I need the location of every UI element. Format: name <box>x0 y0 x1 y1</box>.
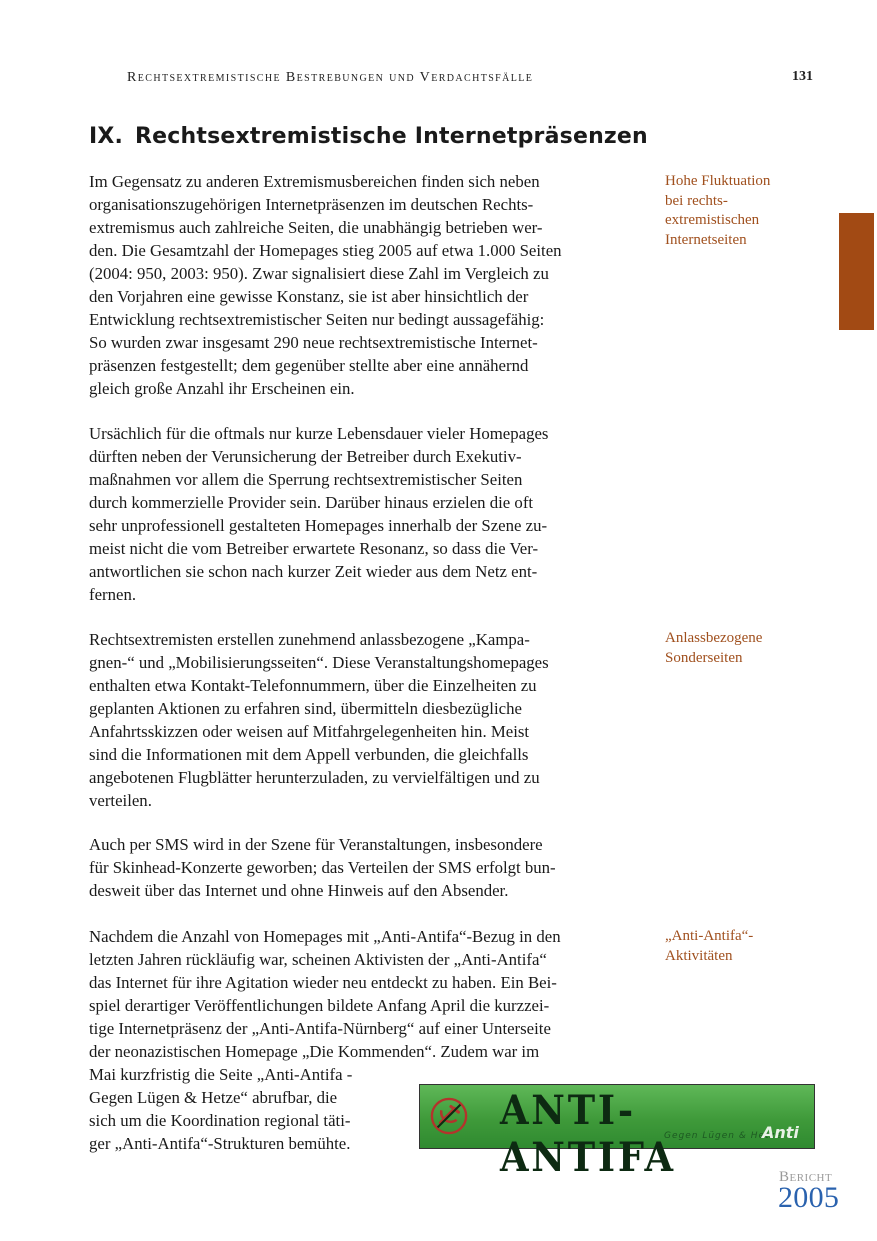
text-line: der neonazistischen Homepage „Die Kommenden“. Zudem war im <box>89 1042 540 1061</box>
text-line: maßnahmen vor allem die Sperrung rechtsextremistischer Seiten <box>89 470 523 489</box>
footer-report-label: Bericht <box>779 1169 833 1185</box>
paragraph-sms <box>89 833 644 902</box>
text-line: Rechtsextremisten erstellen zunehmend anlassbezogene „Kampa- <box>89 630 530 649</box>
note-line: Sonderseiten <box>665 649 743 666</box>
margin-note-anti-antifa <box>665 927 835 966</box>
text-line: für Skinhead-Konzerte geworben; das Verteilen der SMS erfolgt bun- <box>89 858 556 877</box>
footer-report-year: 2005 <box>778 1181 840 1214</box>
text-line: gleich große Anzahl ihr Erscheinen ein. <box>89 379 355 398</box>
note-line: Hohe Fluktuation <box>665 173 771 189</box>
running-title: Rechtsextremistische Bestrebungen und Verdachtsfälle <box>127 70 534 85</box>
paragraph-campaign-pages <box>89 628 644 812</box>
text-line: durch kommerzielle Provider sein. Darüber hinaus erzielen die oft <box>89 493 534 512</box>
text-line: Gegen Lügen & Hetze“ abrufbar, die <box>89 1088 338 1107</box>
banner-corner-mark: Anti <box>762 1123 799 1142</box>
note-line: „Anti-Antifa“- <box>665 928 754 944</box>
text-line: dürften neben der Verunsicherung der Betreiber durch Exekutiv- <box>89 447 522 466</box>
margin-note-campaign <box>665 629 835 668</box>
text-line: (2004: 950, 2003: 950). Zwar signalisiert diese Zahl im Vergleich zu <box>89 264 549 283</box>
text-line: tige Internetpräsenz der „Anti-Antifa-Nürnberg“ auf einer Unterseite <box>89 1019 551 1038</box>
paragraph-lifespan <box>89 422 644 606</box>
note-line: Internetseiten <box>665 231 747 248</box>
text-line: angebotenen Flugblätter herunterzuladen, zu vervielfältigen und zu <box>89 768 540 787</box>
text-line: spiel derartiger Veröffentlichungen bildete Anfang April die kurzzei- <box>89 996 550 1015</box>
text-line: sind die Informationen mit dem Appell verbunden, die gleichfalls <box>89 745 529 764</box>
text-line: sehr unprofessionell gestalteten Homepages innerhalb der Szene zu- <box>89 516 548 535</box>
text-line: sich um die Koordination regional täti- <box>89 1111 351 1130</box>
text-line: extremismus auch zahlreiche Seiten, die unabhängig betrieben wer- <box>89 218 543 237</box>
text-line: das Internet für ihre Agitation wieder neu entdeckt zu haben. Ein Bei- <box>89 973 557 992</box>
text-line: Ursächlich für die oftmals nur kurze Lebensdauer vieler Homepages <box>89 424 549 443</box>
note-line: Anlassbezogene <box>665 630 763 646</box>
chapter-tab-marker <box>839 213 874 330</box>
text-line: verteilen. <box>89 791 152 810</box>
text-line: fernen. <box>89 585 137 604</box>
running-header <box>127 70 813 90</box>
section-number: IX. <box>89 124 124 149</box>
text-line: den Vorjahren eine gewisse Konstanz, sie ist aber hinsichtlich der <box>89 287 529 306</box>
text-line: letzten Jahren rückläufig war, scheinen Aktivisten der „Anti-Antifa“ <box>89 950 547 969</box>
text-line: Auch per SMS wird in der Szene für Veranstaltungen, insbesondere <box>89 835 543 854</box>
section-heading <box>89 124 648 149</box>
text-line: antwortlichen sie schon nach kurzer Zeit wieder aus dem Netz ent- <box>89 562 538 581</box>
text-line: gnen-“ und „Mobilisierungsseiten“. Diese Veranstaltungshomepages <box>89 653 549 672</box>
text-line: Im Gegensatz zu anderen Extremismusbereichen finden sich neben <box>89 172 540 191</box>
hammer-sickle-icon <box>430 1097 468 1135</box>
margin-note-fluctuation <box>665 172 835 250</box>
text-line: geplanten Aktionen zu erfahren sind, übermitteln diesbezügliche <box>89 699 522 718</box>
text-line: präsenzen festgestellt; dem gegenüber stellte aber eine annähernd <box>89 356 529 375</box>
text-line: So wurden zwar insgesamt 290 neue rechtsextremistische Internet- <box>89 333 538 352</box>
note-line: Aktivitäten <box>665 947 733 964</box>
text-line: desweit über das Internet und ohne Hinweis auf den Absender. <box>89 881 509 900</box>
text-line: den. Die Gesamtzahl der Homepages stieg 2005 auf etwa 1.000 Seiten <box>89 241 562 260</box>
text-line: Anfahrtsskizzen oder weisen auf Mitfahrgelegenheiten hin. Meist <box>89 722 530 741</box>
text-line: enthalten etwa Kontakt-Telefonnummern, über die Einzelheiten zu <box>89 676 537 695</box>
page-number: 131 <box>792 69 813 84</box>
text-line: ger „Anti-Antifa“-Strukturen bemühte. <box>89 1134 351 1153</box>
banner-logo-text: ANTI-ANTIFA <box>500 1087 676 1181</box>
section-title: Rechtsextremistische Internetpräsenzen <box>135 124 648 149</box>
banner-subtitle: Gegen Lügen & Hetze <box>664 1131 782 1141</box>
note-line: extremistischen <box>665 212 760 228</box>
text-line: organisationszugehörigen Internetpräsenzen im deutschen Rechts- <box>89 195 534 214</box>
paragraph-fluctuation <box>89 170 644 400</box>
text-line: meist nicht die vom Betreiber erwartete Resonanz, so dass die Ver- <box>89 539 539 558</box>
text-line: Mai kurzfristig die Seite „Anti-Antifa - <box>89 1065 353 1084</box>
text-line: Nachdem die Anzahl von Homepages mit „Anti-Antifa“-Bezug in den <box>89 927 561 946</box>
text-line: Entwicklung rechtsextremistischer Seiten nur bedingt aussagefähig: <box>89 310 545 329</box>
note-line: bei rechts- <box>665 192 728 209</box>
